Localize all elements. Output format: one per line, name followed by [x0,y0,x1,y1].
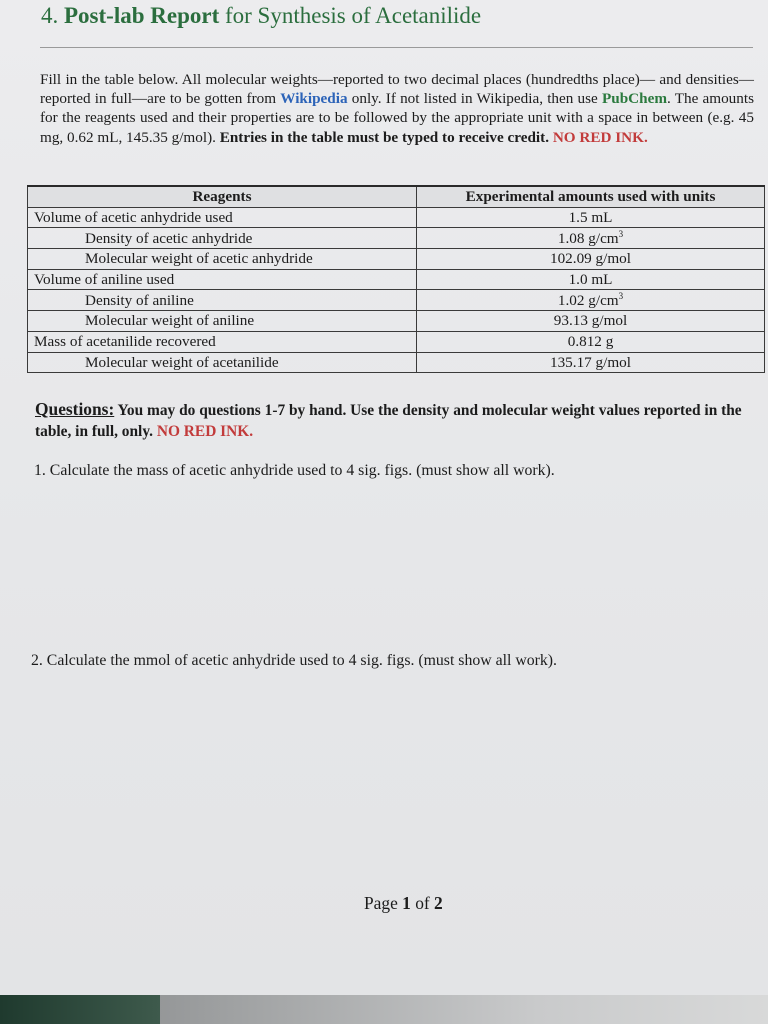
value-cell: 93.13 g/mol [417,311,765,332]
header-amounts: Experimental amounts used with units [417,186,765,207]
questions-no-red-ink: NO RED INK. [156,423,254,440]
table-header-row [28,186,765,207]
table-row [28,249,765,270]
instructions-paragraph [40,70,754,147]
question-1: 1. Calculate the mass of acetic anhydride used to 4 sig. figs. (must show all work). [34,462,555,479]
title-rest: for Synthesis of Acetanilide [224,3,482,28]
intro-text-3: . The amounts for the reagents used and their properties are to be followed by the appropriate unit with a space in between (e.g. 45 mg, 0.62 mL, 145.35 g/mol). [40,90,754,146]
background-surface [0,995,768,1024]
section-number: 4. [41,3,59,28]
reagent-cell: Molecular weight of aniline [28,311,417,332]
header-reagents: Reagents [28,186,417,207]
reagent-cell: Molecular weight of acetic anhydride [28,249,417,270]
reagent-cell: Mass of acetanilide recovered [28,331,417,352]
questions-text: You may do questions 1-7 by hand. Use the density and molecular weight values reported in the table, in full, only. [35,402,742,440]
value-cell [417,290,765,311]
page-prefix: Page [364,893,403,913]
reagent-cell: Volume of aniline used [28,269,417,290]
page-title [41,3,481,29]
background-green-object [0,995,160,1024]
reagent-cell: Molecular weight of acetanilide [28,352,417,373]
question-2: 2. Calculate the mmol of acetic anhydride used to 4 sig. figs. (must show all work). [31,652,558,669]
page-number [364,893,443,914]
value-cell: 1.5 mL [417,207,765,228]
table-row [28,311,765,332]
intro-bold-requirement: Entries in the table must be typed to receive credit. [219,128,550,146]
value-cell: 102.09 g/mol [417,249,765,270]
superscript: 3 [618,290,624,301]
page-total: 2 [434,893,443,913]
questions-intro [35,399,768,442]
wikipedia-link-text: Wikipedia [280,90,348,108]
page-of: of [410,893,435,913]
table-row [28,290,765,311]
reagents-table [27,185,765,373]
reagent-cell: Density of aniline [28,290,417,311]
value-text: 1.08 g/cm [557,229,619,247]
intro-text-2: only. If not listed in Wikipedia, then use [347,90,602,108]
reagent-cell: Volume of acetic anhydride used [28,207,417,228]
reagent-cell: Density of acetic anhydride [28,228,417,249]
title-divider [40,47,753,48]
value-cell: 0.812 g [417,331,765,352]
page-current: 1 [402,893,411,913]
pubchem-link-text: PubChem [602,90,667,108]
title-bold: Post-lab Report [64,3,220,28]
table-row [28,207,765,228]
value-cell: 135.17 g/mol [417,352,765,373]
table-row [28,331,765,352]
questions-label: Questions: [35,399,115,419]
intro-text-1: Fill in the table below. All molecular weights—reported to two decimal places (hundredths place)— and densities—reported in full—are to be gotten from [40,71,754,108]
value-text: 1.02 g/cm [557,291,619,309]
no-red-ink-warning: NO RED INK. [552,128,648,146]
table-row [28,269,765,290]
table-row [28,352,765,373]
superscript: 3 [618,228,624,239]
table-row [28,228,765,249]
value-cell [417,228,765,249]
value-cell: 1.0 mL [417,269,765,290]
